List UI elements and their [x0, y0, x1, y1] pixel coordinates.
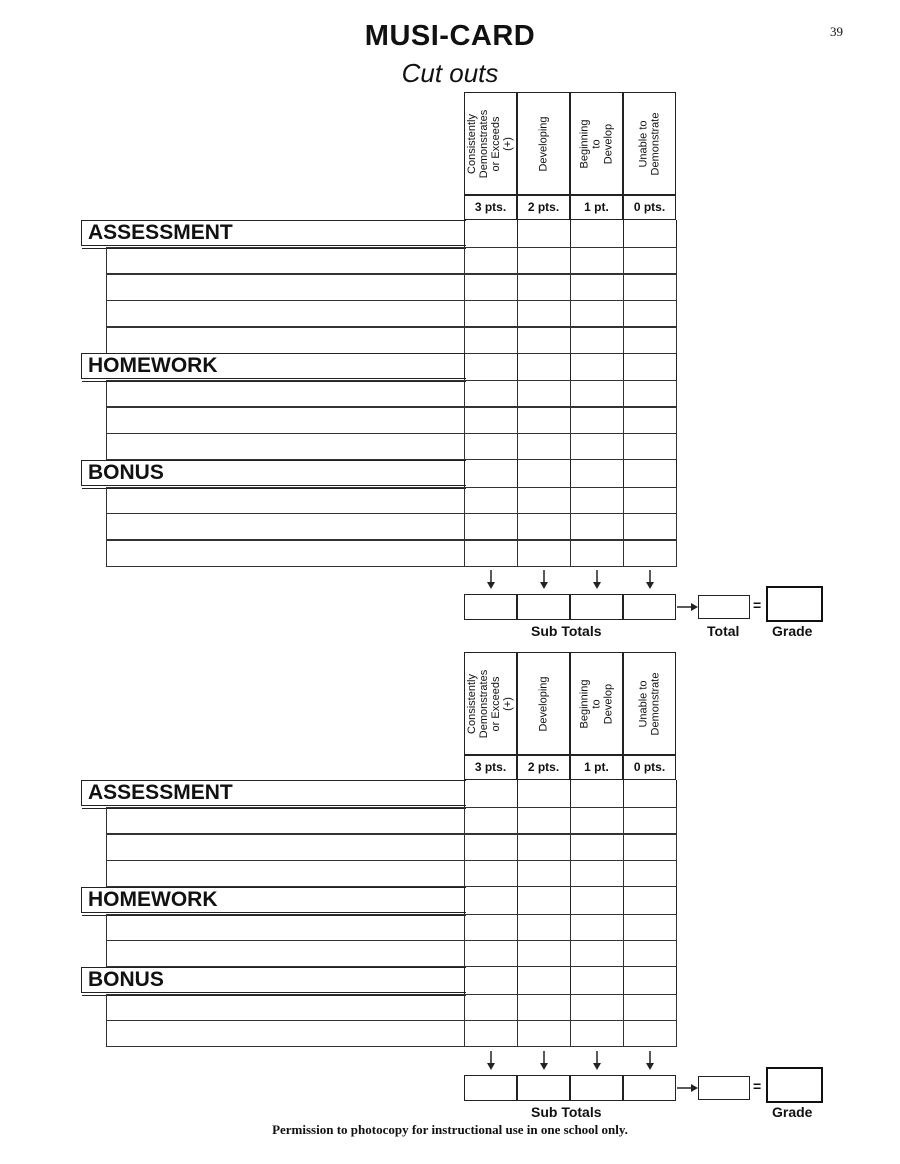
subtotal-box[interactable]: [517, 1075, 570, 1101]
column-points: 0 pts.: [623, 194, 676, 220]
score-cell[interactable]: [517, 460, 571, 487]
score-cell[interactable]: [570, 353, 624, 380]
score-cell[interactable]: [570, 300, 624, 327]
score-cell[interactable]: [570, 407, 624, 434]
score-cell[interactable]: [464, 407, 518, 434]
grade-box[interactable]: [766, 586, 823, 622]
score-cell[interactable]: [570, 247, 624, 274]
section-label-homework: HOMEWORK: [81, 887, 466, 913]
score-cell[interactable]: [464, 887, 518, 914]
score-cell[interactable]: [464, 967, 518, 994]
score-cell[interactable]: [517, 353, 571, 380]
column-points: 0 pts.: [623, 754, 676, 780]
score-cell[interactable]: [623, 967, 677, 994]
score-cell[interactable]: [623, 327, 677, 354]
score-cell[interactable]: [464, 513, 518, 540]
score-cell[interactable]: [517, 433, 571, 460]
score-cell[interactable]: [570, 860, 624, 887]
score-cell[interactable]: [570, 433, 624, 460]
score-cell[interactable]: [464, 353, 518, 380]
score-cell[interactable]: [623, 834, 677, 861]
entry-row[interactable]: [106, 513, 465, 540]
score-cell[interactable]: [623, 274, 677, 301]
column-points: 2 pts.: [517, 194, 570, 220]
score-cell[interactable]: [517, 1020, 571, 1047]
equals-icon: =: [753, 1077, 762, 1094]
subtotal-box[interactable]: [623, 1075, 676, 1101]
grade-box[interactable]: [766, 1067, 823, 1103]
entry-row[interactable]: [106, 860, 465, 887]
score-cell[interactable]: [517, 967, 571, 994]
score-cell[interactable]: [464, 1020, 518, 1047]
score-cell[interactable]: [623, 433, 677, 460]
entry-row[interactable]: [106, 914, 465, 941]
score-cell[interactable]: [464, 860, 518, 887]
down-arrow-icon: [645, 570, 655, 590]
entry-row[interactable]: [106, 407, 465, 434]
entry-row[interactable]: [106, 274, 465, 301]
grade-label: Grade: [772, 1103, 813, 1120]
column-header: [517, 652, 570, 756]
score-cell[interactable]: [570, 380, 624, 407]
column-header: [464, 652, 517, 756]
entry-row[interactable]: [106, 1020, 465, 1047]
entry-row[interactable]: [106, 300, 465, 327]
down-arrow-icon: [539, 1051, 549, 1071]
score-cell[interactable]: [464, 380, 518, 407]
score-cell[interactable]: [570, 967, 624, 994]
score-cell[interactable]: [517, 940, 571, 967]
down-arrow-icon: [539, 570, 549, 590]
score-cell[interactable]: [464, 780, 518, 807]
score-cell[interactable]: [623, 300, 677, 327]
section-label-homework: HOMEWORK: [81, 353, 466, 379]
page-number: 39: [830, 24, 843, 39]
down-arrow-icon: [645, 1051, 655, 1071]
score-cell[interactable]: [570, 940, 624, 967]
entry-row[interactable]: [106, 247, 465, 274]
column-header-label: Unable to Demonstrate: [637, 672, 662, 736]
entry-row[interactable]: [106, 487, 465, 514]
score-cell[interactable]: [517, 780, 571, 807]
score-cell[interactable]: [570, 1020, 624, 1047]
score-cell[interactable]: [570, 994, 624, 1021]
score-cell[interactable]: [517, 834, 571, 861]
column-points: 3 pts.: [464, 754, 517, 780]
section-label-assessment: ASSESSMENT: [81, 780, 466, 806]
section-label-assessment: ASSESSMENT: [81, 220, 466, 246]
column-header: [464, 92, 517, 196]
column-header: [517, 92, 570, 196]
column-header: [623, 92, 676, 196]
down-arrow-icon: [592, 570, 602, 590]
column-header-label: Developing: [537, 116, 550, 172]
score-cell[interactable]: [464, 327, 518, 354]
score-cell[interactable]: [623, 807, 677, 834]
score-cell[interactable]: [570, 887, 624, 914]
total-label: Total: [707, 623, 740, 639]
column-points: 1 pt.: [570, 194, 623, 220]
subtotals-label: Sub Totals: [531, 1103, 602, 1120]
score-cell[interactable]: [570, 834, 624, 861]
score-cell[interactable]: [623, 887, 677, 914]
score-cell[interactable]: [464, 940, 518, 967]
score-cell[interactable]: [623, 247, 677, 274]
column-header-label: Beginning to Develop: [578, 679, 615, 729]
score-cell[interactable]: [464, 300, 518, 327]
score-cell[interactable]: [517, 807, 571, 834]
column-points: 1 pt.: [570, 754, 623, 780]
column-points: 2 pts.: [517, 754, 570, 780]
section-label-bonus: BONUS: [81, 460, 466, 486]
subtotal-box[interactable]: [623, 594, 676, 620]
score-cell[interactable]: [464, 274, 518, 301]
score-cell[interactable]: [517, 407, 571, 434]
entry-row[interactable]: [106, 834, 465, 861]
column-header: [623, 652, 676, 756]
score-cell[interactable]: [464, 540, 518, 567]
entry-row[interactable]: [106, 327, 465, 354]
down-arrow-icon: [486, 1051, 496, 1071]
subtotal-box[interactable]: [464, 1075, 517, 1101]
score-cell[interactable]: [623, 220, 677, 247]
entry-row[interactable]: [106, 994, 465, 1021]
subtotal-box[interactable]: [570, 594, 623, 620]
score-cell[interactable]: [517, 513, 571, 540]
subtotals-label: Sub Totals: [531, 623, 602, 639]
score-cell[interactable]: [570, 460, 624, 487]
score-cell[interactable]: [464, 220, 518, 247]
score-cell[interactable]: [464, 460, 518, 487]
column-header-label: Beginning to Develop: [578, 119, 615, 169]
score-cell[interactable]: [464, 433, 518, 460]
footer-permission: Permission to photocopy for instructional use in one school only.: [272, 1122, 628, 1137]
score-cell[interactable]: [623, 487, 677, 514]
score-cell[interactable]: [464, 807, 518, 834]
column-header-label: Developing: [537, 676, 550, 732]
column-points: 3 pts.: [464, 194, 517, 220]
score-cell[interactable]: [517, 540, 571, 567]
right-arrow-icon: [677, 602, 699, 612]
score-cell[interactable]: [517, 860, 571, 887]
score-cell[interactable]: [570, 780, 624, 807]
score-cell[interactable]: [517, 914, 571, 941]
entry-row[interactable]: [106, 540, 465, 567]
total-box[interactable]: [698, 595, 750, 619]
score-cell[interactable]: [517, 380, 571, 407]
score-cell[interactable]: [623, 994, 677, 1021]
column-header-label: Consistently Demonstrates or Exceeds (+): [466, 109, 515, 179]
score-cell[interactable]: [623, 914, 677, 941]
page-title: MUSI-CARD: [364, 20, 536, 52]
score-cell[interactable]: [570, 327, 624, 354]
score-cell[interactable]: [623, 513, 677, 540]
score-cell[interactable]: [570, 914, 624, 941]
total-box[interactable]: [698, 1076, 750, 1100]
score-cell[interactable]: [623, 940, 677, 967]
score-cell[interactable]: [464, 834, 518, 861]
score-cell[interactable]: [517, 887, 571, 914]
down-arrow-icon: [592, 1051, 602, 1071]
score-cell[interactable]: [517, 300, 571, 327]
entry-row[interactable]: [106, 940, 465, 967]
entry-row[interactable]: [106, 433, 465, 460]
section-label-bonus: BONUS: [81, 967, 466, 993]
score-cell[interactable]: [570, 540, 624, 567]
grade-label: Grade: [772, 623, 813, 639]
score-cell[interactable]: [570, 220, 624, 247]
score-cell[interactable]: [623, 1020, 677, 1047]
subtotal-box[interactable]: [517, 594, 570, 620]
column-header-label: Unable to Demonstrate: [637, 112, 662, 176]
entry-row[interactable]: [106, 380, 465, 407]
score-cell[interactable]: [570, 274, 624, 301]
score-cell[interactable]: [464, 994, 518, 1021]
score-cell[interactable]: [570, 807, 624, 834]
down-arrow-icon: [486, 570, 496, 590]
score-cell[interactable]: [623, 860, 677, 887]
score-cell[interactable]: [517, 487, 571, 514]
equals-icon: =: [753, 597, 762, 613]
entry-row[interactable]: [106, 807, 465, 834]
right-arrow-icon: [677, 1083, 699, 1093]
column-header: [570, 92, 623, 196]
score-cell[interactable]: [517, 247, 571, 274]
score-cell[interactable]: [517, 220, 571, 247]
score-cell[interactable]: [464, 247, 518, 274]
score-cell[interactable]: [623, 407, 677, 434]
score-cell[interactable]: [623, 540, 677, 567]
page-subtitle: Cut outs: [401, 58, 499, 88]
score-cell[interactable]: [623, 380, 677, 407]
subtotal-box[interactable]: [570, 1075, 623, 1101]
column-header-label: Consistently Demonstrates or Exceeds (+): [466, 669, 515, 739]
score-cell[interactable]: [517, 274, 571, 301]
score-cell[interactable]: [517, 327, 571, 354]
score-cell[interactable]: [623, 353, 677, 380]
score-cell[interactable]: [517, 994, 571, 1021]
score-cell[interactable]: [570, 487, 624, 514]
subtotal-box[interactable]: [464, 594, 517, 620]
score-cell[interactable]: [464, 487, 518, 514]
score-cell[interactable]: [623, 460, 677, 487]
score-cell[interactable]: [623, 780, 677, 807]
score-cell[interactable]: [570, 513, 624, 540]
column-header: [570, 652, 623, 756]
score-cell[interactable]: [464, 914, 518, 941]
